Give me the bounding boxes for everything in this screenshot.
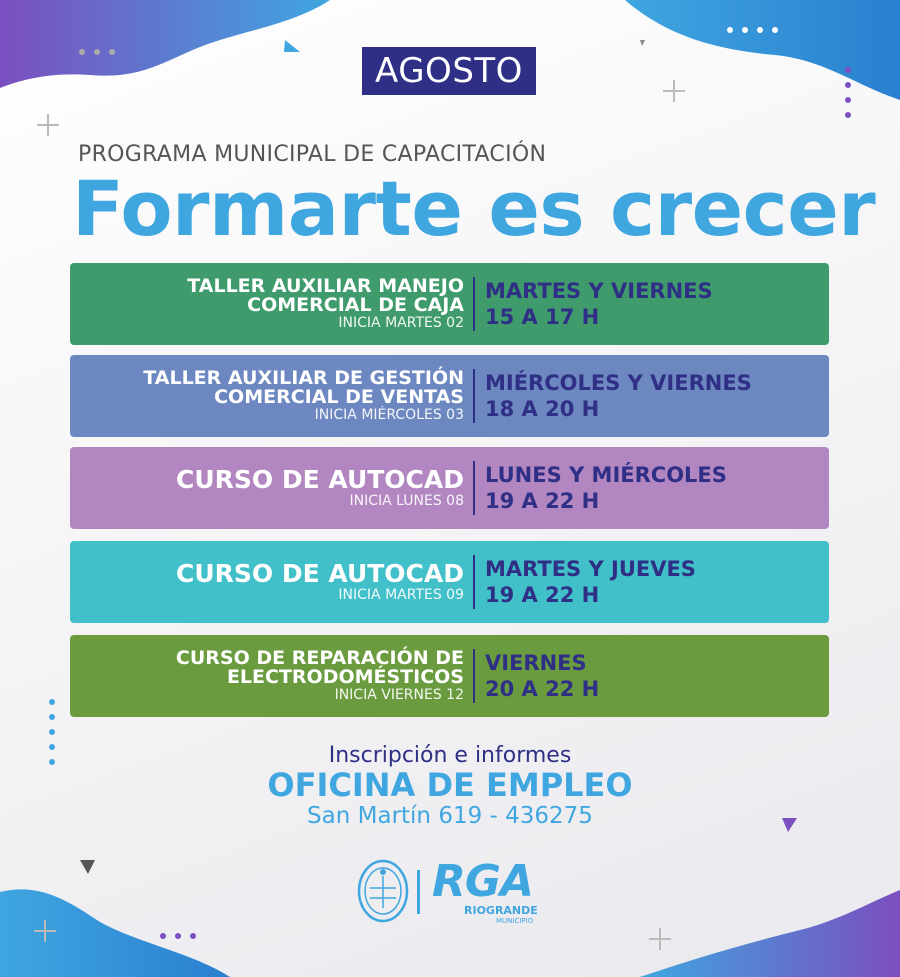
course-start: INICIA LUNES 08: [349, 493, 464, 509]
course-name-line1: TALLER AUXILIAR DE GESTIÓN: [143, 366, 464, 389]
logo-separator: [417, 870, 420, 914]
course-name-block: [70, 541, 464, 623]
course-card-2: [70, 355, 829, 437]
logo-subtext: RIOGRANDE: [464, 904, 538, 917]
office-name: OFICINA DE EMPLEO: [267, 766, 633, 804]
course-name-block: [70, 447, 464, 529]
coat-of-arms-icon: [356, 858, 410, 924]
course-days: LUNES Y MIÉRCOLES: [485, 463, 727, 487]
course-name-block: [70, 635, 464, 717]
course-start: INICIA MARTES 02: [338, 314, 464, 331]
course-name-block: [70, 263, 464, 345]
course-days: MIÉRCOLES Y VIERNES: [485, 371, 752, 395]
logo-text: RGA: [432, 856, 534, 907]
course-card-1: [70, 263, 829, 345]
program-subtitle: PROGRAMA MUNICIPAL DE CAPACITACIÓN: [78, 142, 547, 167]
course-schedule-block: [485, 447, 727, 529]
course-hours: 18 A 20 H: [485, 397, 600, 421]
course-days: MARTES Y JUEVES: [485, 557, 696, 581]
month-badge: AGOSTO: [362, 47, 536, 95]
course-schedule-block: [485, 263, 713, 345]
course-hours: 20 A 22 H: [485, 677, 600, 701]
course-days: VIERNES: [485, 651, 587, 675]
top-right-wave-decoration: [625, 0, 900, 105]
course-name-line2: ELECTRODOMÉSTICOS: [226, 665, 464, 688]
main-title: Formarte es crecer: [72, 164, 876, 253]
top-left-wave-decoration: [0, 0, 330, 90]
course-card-5: [70, 635, 829, 717]
course-card-3: [70, 447, 829, 529]
course-name-line1: TALLER AUXILIAR MANEJO: [187, 274, 464, 297]
course-start: INICIA VIERNES 12: [334, 686, 464, 703]
course-start: INICIA MIÉRCOLES 03: [314, 406, 464, 423]
course-hours: 19 A 22 H: [485, 489, 600, 513]
municipal-logo: [356, 856, 556, 928]
course-hours: 15 A 17 H: [485, 305, 600, 329]
logo-subtext-2: MUNICIPIO: [496, 917, 534, 925]
course-divider: [473, 555, 475, 609]
course-name-line1: CURSO DE AUTOCAD: [175, 465, 464, 494]
course-card-4: [70, 541, 829, 623]
course-name-block: [70, 355, 464, 437]
course-name-line1: CURSO DE REPARACIÓN DE: [175, 646, 464, 669]
course-schedule-block: [485, 541, 696, 623]
course-hours: 19 A 22 H: [485, 583, 600, 607]
course-days: MARTES Y VIERNES: [485, 279, 713, 303]
course-schedule-block: [485, 635, 599, 717]
course-start: INICIA MARTES 09: [338, 587, 464, 603]
office-address-phone: San Martín 619 - 436275: [307, 803, 593, 829]
course-name-line2: COMERCIAL DE VENTAS: [214, 385, 464, 408]
course-divider: [473, 369, 475, 423]
registration-label: Inscripción e informes: [328, 743, 572, 768]
course-divider: [473, 461, 475, 515]
bottom-left-wave-decoration: [0, 882, 230, 977]
course-divider: [473, 277, 475, 331]
course-name-line2: COMERCIAL DE CAJA: [247, 293, 464, 316]
course-divider: [473, 649, 475, 703]
course-schedule-block: [485, 355, 752, 437]
bottom-right-wave-decoration: [600, 890, 900, 977]
course-name-line1: CURSO DE AUTOCAD: [175, 559, 464, 588]
